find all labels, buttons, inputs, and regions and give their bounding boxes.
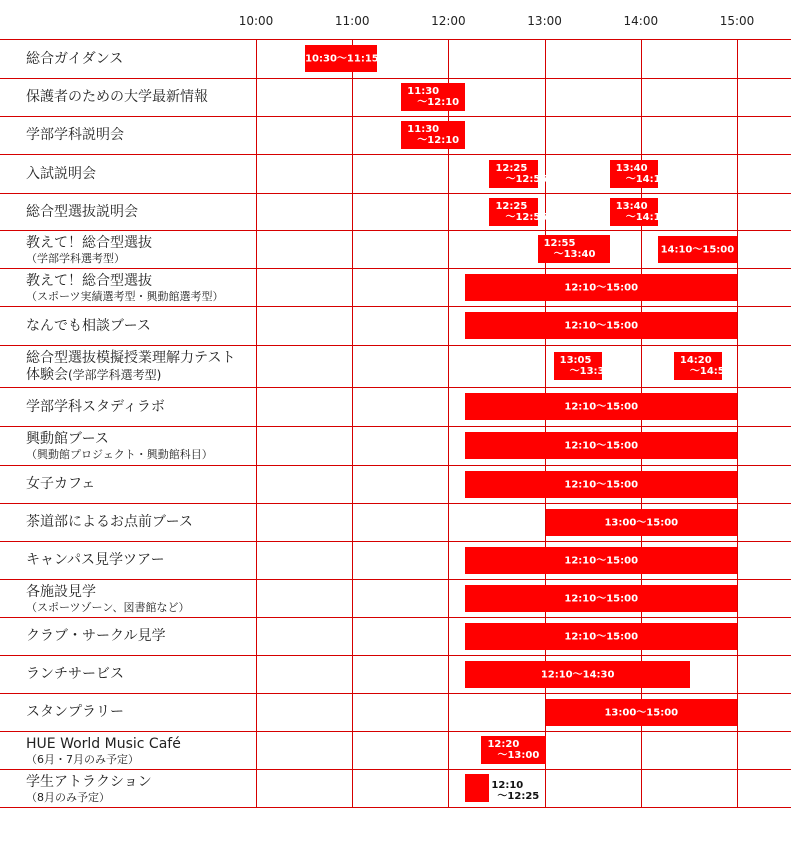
- time-bar: [546, 699, 737, 726]
- time-bar: [610, 198, 668, 226]
- time-bar-label: 11:30: [407, 86, 440, 97]
- event-note-inline: (学部学科選考型): [68, 367, 162, 382]
- hour-gridline: [641, 39, 642, 807]
- time-bar-label: 12:10～15:00: [564, 401, 639, 412]
- time-bar: [465, 274, 737, 301]
- event-label: [26, 269, 254, 306]
- time-bar-label: 14:20: [679, 355, 712, 366]
- event-label: [26, 427, 254, 465]
- event-label: [26, 504, 254, 541]
- event-name: 興動館ブース: [26, 431, 109, 447]
- event-label: [26, 117, 254, 154]
- event-name: 女子カフェ: [26, 476, 96, 492]
- time-bar-label-end: ～13:40: [553, 249, 596, 260]
- time-bar: [554, 352, 612, 380]
- time-header-label: 14:00: [623, 14, 659, 28]
- event-label: [26, 40, 254, 78]
- event-name: 各施設見学: [26, 583, 96, 600]
- hour-gridline: [256, 39, 257, 807]
- event-name: 総合型選抜説明会: [26, 203, 138, 220]
- time-bar-label-end: ～14:10: [625, 212, 668, 223]
- time-bar-label: 13:00～15:00: [604, 517, 679, 528]
- time-header-label: 12:00: [431, 14, 466, 28]
- time-bar-label-end: ～13:35: [569, 366, 612, 377]
- time-bar-label-end: ～14:50: [689, 366, 732, 377]
- time-bar-label: 11:30: [407, 124, 440, 135]
- hour-gridline: [545, 39, 546, 807]
- event-note: （8月のみ予定）: [26, 790, 110, 804]
- time-bar: [465, 661, 689, 688]
- row-divider: [0, 807, 791, 808]
- time-bar-label: 13:00～15:00: [604, 707, 679, 718]
- time-bar: [305, 45, 377, 72]
- event-label: [26, 694, 254, 731]
- time-bar: [538, 235, 610, 263]
- event-name: HUE World Music Café: [26, 735, 181, 752]
- event-name: キャンパス見学ツアー: [26, 552, 165, 568]
- event-name: スタンプラリー: [26, 704, 124, 720]
- time-bar-label: 12:10～14:30: [540, 669, 615, 680]
- time-bar-label-end: ～12:10: [417, 135, 460, 146]
- event-label: [26, 770, 254, 807]
- event-label: [26, 466, 254, 503]
- event-label: [26, 79, 254, 116]
- time-bar-label: 12:20: [487, 739, 520, 750]
- event-label: [26, 656, 254, 693]
- event-name: 学部学科スタディラボ: [26, 398, 165, 415]
- event-note: （スポーツゾーン、図書館など）: [26, 600, 190, 614]
- event-label: [26, 542, 254, 579]
- time-bar-label: 12:10～15:00: [564, 320, 639, 331]
- time-bar: [489, 160, 548, 188]
- time-header-label: 13:00: [527, 14, 562, 28]
- time-bar: [674, 352, 732, 380]
- time-bar-label-end: ～13:00: [497, 750, 540, 761]
- time-bar: [658, 236, 737, 263]
- time-header-label: 11:00: [334, 14, 370, 28]
- time-bar-label: 13:05: [559, 355, 592, 366]
- time-bar-label: 12:10～15:00: [564, 282, 639, 293]
- event-label: [26, 618, 254, 655]
- time-bar: [610, 160, 668, 188]
- time-header-label: 10:00: [238, 14, 274, 28]
- hour-gridline: [737, 39, 738, 807]
- hour-gridline: [448, 39, 449, 807]
- event-name: なんでも相談ブース: [26, 317, 151, 334]
- time-bar-label-end: ～12:55: [505, 174, 548, 185]
- time-bar: [481, 736, 545, 764]
- event-label: [26, 388, 254, 426]
- time-header-label: 15:00: [719, 14, 755, 28]
- event-note: （学部学科選考型）: [26, 251, 125, 265]
- time-bar: [465, 547, 737, 574]
- event-name: ランチサービス: [26, 666, 124, 682]
- event-name: 入試説明会: [26, 165, 96, 182]
- event-note: （スポーツ実績選考型・興動館選考型）: [26, 289, 224, 303]
- event-label: [26, 307, 254, 345]
- event-label: [26, 346, 254, 387]
- time-bar-label: 13:40: [615, 163, 648, 174]
- event-label: [26, 194, 254, 230]
- event-label: [26, 732, 254, 769]
- time-bar: [465, 471, 737, 498]
- event-label: [26, 231, 254, 268]
- time-bar: [401, 121, 465, 149]
- event-name: クラブ・サークル見学: [26, 628, 166, 644]
- time-bar: [546, 509, 737, 536]
- time-bar-label-end: ～12:55: [505, 212, 548, 223]
- event-name: 茶道部によるお点前ブース: [26, 514, 193, 530]
- time-bar-label-end: ～14:10: [625, 174, 668, 185]
- time-bar-label: 12:10～15:00: [564, 479, 639, 490]
- event-note: （6月・7月のみ予定）: [26, 752, 139, 766]
- time-bar-label-end: ～12:25: [497, 791, 540, 802]
- time-bar: [489, 198, 548, 226]
- time-bar-label-end: ～12:10: [417, 97, 460, 108]
- time-bar: [401, 83, 465, 111]
- time-bar-label: 12:10～15:00: [564, 593, 639, 604]
- time-bar-label: 12:25: [495, 201, 528, 212]
- time-bar: [465, 585, 737, 612]
- event-name: 保護者のための大学最新情報: [26, 89, 208, 105]
- event-name: 教えて！総合型選抜: [26, 234, 152, 251]
- time-bar: [465, 774, 540, 802]
- time-bar-label: 13:40: [615, 201, 648, 212]
- time-bar: [465, 432, 737, 459]
- event-label: [26, 580, 254, 617]
- time-bar-label: 12:10～15:00: [564, 631, 639, 642]
- event-name-second-line: 体験会: [26, 366, 68, 383]
- time-bar: [465, 623, 737, 650]
- hour-gridline: [352, 39, 353, 807]
- time-bar-label: 12:10～15:00: [564, 555, 639, 566]
- event-note: （興動館プロジェクト・興動館科目）: [26, 448, 213, 461]
- event-name: 総合ガイダンス: [26, 50, 124, 67]
- event-name: 学生アトラクション: [26, 773, 152, 790]
- time-bar-label: 14:10～15:00: [660, 244, 735, 255]
- time-bar: [465, 312, 737, 339]
- event-name: 学部学科説明会: [26, 127, 124, 143]
- time-bar-label: 10:30～11:15: [305, 53, 379, 64]
- time-bar-label: 12:25: [495, 163, 528, 174]
- time-bar-label: 12:10～15:00: [564, 440, 639, 451]
- time-bar: [465, 393, 737, 420]
- event-label: [26, 155, 254, 193]
- event-name: 教えて！総合型選抜: [26, 272, 152, 289]
- event-name-continued: [26, 367, 254, 384]
- event-name: 総合型選抜模擬授業理解力テスト: [26, 349, 236, 366]
- time-bar-label: 12:55: [543, 238, 576, 249]
- time-bar-label: 12:10: [491, 780, 524, 791]
